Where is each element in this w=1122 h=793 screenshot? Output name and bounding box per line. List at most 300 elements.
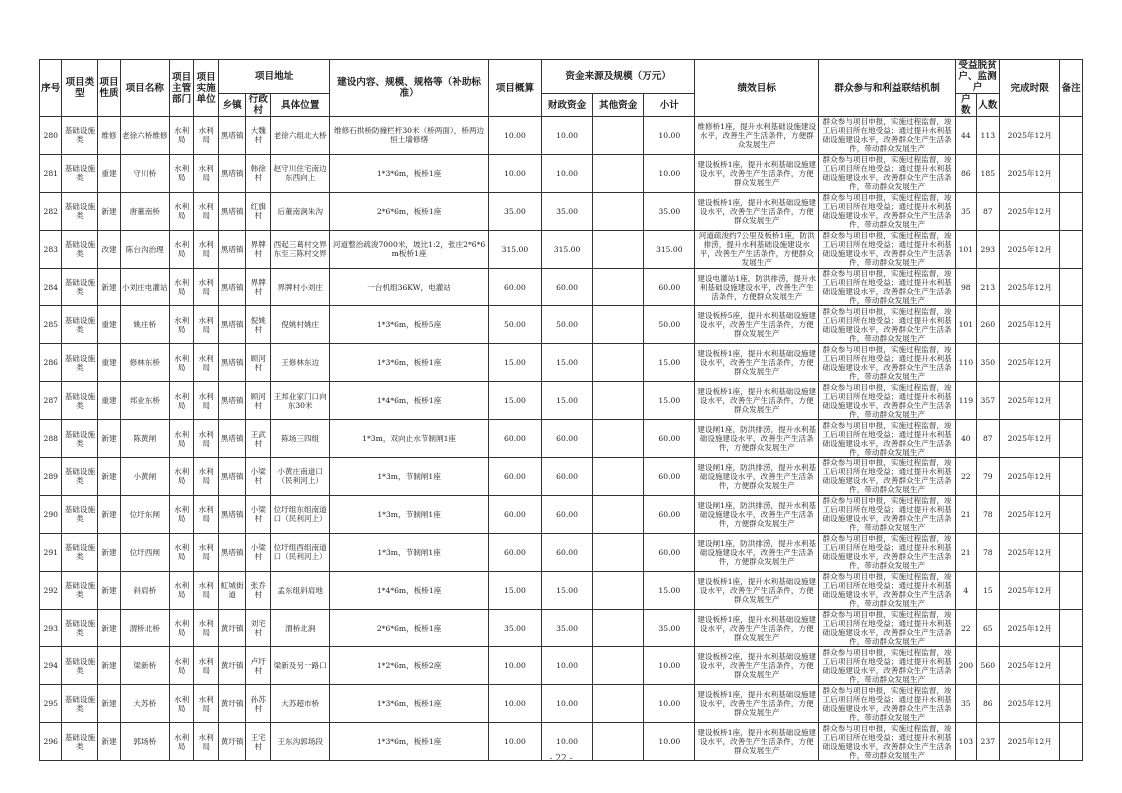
row-benefit: 建设闸1座，防洪排涝，提升水利基础设施建设水平，改善生产生活条件，方便群众发展生产 <box>695 495 819 533</box>
row-village: 倪姚村 <box>246 306 271 344</box>
row-village: 王武村 <box>246 420 271 458</box>
row-name: 唐董南桥 <box>120 192 169 230</box>
row-people: 560 <box>976 647 1000 685</box>
row-township: 黄圩镇 <box>218 723 246 761</box>
row-seq: 286 <box>40 344 62 382</box>
row-content: 1*3m，节制闸1座 <box>330 458 488 496</box>
row-unit: 水利局 <box>194 647 219 685</box>
row-remark <box>1060 306 1083 344</box>
row-content: 2*6*6m，板桥1座 <box>330 609 488 647</box>
row-subtotal: 10.00 <box>644 154 695 192</box>
row-people: 65 <box>976 609 1000 647</box>
row-nature: 重建 <box>98 344 120 382</box>
row-other <box>593 533 644 571</box>
row-fiscal: 10.00 <box>541 154 592 192</box>
row-people: 87 <box>976 420 1000 458</box>
row-mechanism: 群众参与项目申报，实施过程监督，竣工后项目所在地受益；通过提升水利基础设施建设水平，改善群众生产生活条件，带动群众发展生产 <box>819 117 956 155</box>
row-budget: 35.00 <box>488 192 541 230</box>
row-location: 赵守川住宅南边东西向上 <box>271 154 330 192</box>
row-unit: 水利局 <box>194 382 219 420</box>
row-other <box>593 306 644 344</box>
row-content: 2*6*6m，板桥1座 <box>330 192 488 230</box>
row-subtotal: 10.00 <box>644 117 695 155</box>
row-nature: 新建 <box>98 192 120 230</box>
row-other <box>593 117 644 155</box>
row-type: 基础设施类 <box>62 306 98 344</box>
row-completion: 2025年12月 <box>1000 609 1060 647</box>
row-dept: 水利局 <box>169 154 194 192</box>
row-content: 1*3m，节制闸1座 <box>330 495 488 533</box>
row-village: 顾河村 <box>246 382 271 420</box>
row-subtotal: 15.00 <box>644 382 695 420</box>
table-row <box>40 571 1083 609</box>
row-type: 基础设施类 <box>62 192 98 230</box>
table-row <box>40 192 1083 230</box>
row-seq: 289 <box>40 458 62 496</box>
row-budget: 60.00 <box>488 458 541 496</box>
row-other <box>593 609 644 647</box>
row-other <box>593 571 644 609</box>
row-people: 86 <box>976 685 1000 723</box>
row-fiscal: 15.00 <box>541 344 592 382</box>
row-mechanism: 群众参与项目申报，实施过程监督，竣工后项目所在地受益；通过提升水利基础设施建设水平，改善群众生产生活条件，带动群众发展生产 <box>819 344 956 382</box>
row-completion: 2025年12月 <box>1000 382 1060 420</box>
row-subtotal: 60.00 <box>644 495 695 533</box>
row-name: 小黄闸 <box>120 458 169 496</box>
row-fiscal: 15.00 <box>541 571 592 609</box>
row-content: 一台机组36KW，电灌站 <box>330 268 488 306</box>
row-content: 河道整治疏浚7000米，坡比1:2，张庄2*6*6m板桥1座 <box>330 230 488 268</box>
row-mechanism: 群众参与项目申报，实施过程监督，竣工后项目所在地受益；通过提升水利基础设施建设水平，改善群众生产生活条件，带动群众发展生产 <box>819 306 956 344</box>
row-benefit: 建设板桥1座，提升水利基础设施建设水平，改善生产生活条件，方便群众发展生产 <box>695 609 819 647</box>
header-location: 具体位置 <box>271 94 330 117</box>
row-budget: 10.00 <box>488 154 541 192</box>
row-people: 350 <box>976 344 1000 382</box>
row-budget: 315.00 <box>488 230 541 268</box>
row-mechanism: 群众参与项目申报，实施过程监督，竣工后项目所在地受益；通过提升水利基础设施建设水平，改善群众生产生活条件，带动群众发展生产 <box>819 192 956 230</box>
row-households: 35 <box>956 685 976 723</box>
row-dept: 水利局 <box>169 192 194 230</box>
row-seq: 294 <box>40 647 62 685</box>
row-type: 基础设施类 <box>62 571 98 609</box>
row-location: 位圩组东组南道口（民利河上） <box>271 495 330 533</box>
row-location: 界牌村小刘庄 <box>271 268 330 306</box>
header-unit: 项目实施单位 <box>194 60 219 117</box>
row-dept: 水利局 <box>169 117 194 155</box>
row-nature: 新建 <box>98 609 120 647</box>
row-completion: 2025年12月 <box>1000 723 1060 761</box>
row-people: 260 <box>976 306 1000 344</box>
header-other: 其他资金 <box>593 94 644 117</box>
row-budget: 60.00 <box>488 268 541 306</box>
row-subtotal: 60.00 <box>644 420 695 458</box>
row-content: 维修石拱桥防撞栏杆30米（桥两面），桥两边恒土墙修缮 <box>330 117 488 155</box>
row-type: 基础设施类 <box>62 117 98 155</box>
row-households: 103 <box>956 723 976 761</box>
row-budget: 10.00 <box>488 723 541 761</box>
table-row <box>40 420 1083 458</box>
header-households: 户数 <box>956 94 976 117</box>
row-subtotal: 15.00 <box>644 571 695 609</box>
row-seq: 292 <box>40 571 62 609</box>
row-completion: 2025年12月 <box>1000 268 1060 306</box>
row-location: 梁新及另一路口 <box>271 647 330 685</box>
header-village: 行政村 <box>246 94 271 117</box>
header-township: 乡镇 <box>218 94 246 117</box>
table-row <box>40 344 1083 382</box>
table-row <box>40 533 1083 571</box>
row-households: 110 <box>956 344 976 382</box>
row-township: 黑塔镇 <box>218 533 246 571</box>
row-name: 郭场桥 <box>120 723 169 761</box>
row-mechanism: 群众参与项目申报，实施过程监督，竣工后项目所在地受益；通过提升水利基础设施建设水平，改善群众生产生活条件，带动群众发展生产 <box>819 647 956 685</box>
row-fiscal: 315.00 <box>541 230 592 268</box>
row-mechanism: 群众参与项目申报，实施过程监督，竣工后项目所在地受益；通过提升水利基础设施建设水平，改善群众生产生活条件，带动群众发展生产 <box>819 268 956 306</box>
row-nature: 重建 <box>98 382 120 420</box>
row-content: 1*4*6m，板桥1座 <box>330 382 488 420</box>
row-fiscal: 10.00 <box>541 117 592 155</box>
row-township: 黑塔镇 <box>218 344 246 382</box>
row-name: 斜肩桥 <box>120 571 169 609</box>
row-township: 黑塔镇 <box>218 458 246 496</box>
row-remark <box>1060 495 1083 533</box>
row-nature: 新建 <box>98 723 120 761</box>
table-row <box>40 268 1083 306</box>
row-people: 87 <box>976 192 1000 230</box>
row-seq: 285 <box>40 306 62 344</box>
row-households: 119 <box>956 382 976 420</box>
row-name: 渭桥北桥 <box>120 609 169 647</box>
row-budget: 35.00 <box>488 609 541 647</box>
row-other <box>593 268 644 306</box>
row-township: 黑塔镇 <box>218 117 246 155</box>
row-nature: 新建 <box>98 268 120 306</box>
header-fiscal: 财政资金 <box>541 94 592 117</box>
row-village: 界牌村 <box>246 230 271 268</box>
row-other <box>593 647 644 685</box>
row-budget: 15.00 <box>488 382 541 420</box>
row-nature: 改建 <box>98 230 120 268</box>
row-nature: 新建 <box>98 647 120 685</box>
row-content: 1*3*6m，板桥5座 <box>330 306 488 344</box>
row-fiscal: 35.00 <box>541 609 592 647</box>
row-fiscal: 10.00 <box>541 647 592 685</box>
row-subtotal: 35.00 <box>644 609 695 647</box>
row-households: 101 <box>956 230 976 268</box>
row-remark <box>1060 609 1083 647</box>
row-type: 基础设施类 <box>62 685 98 723</box>
row-township: 黑塔镇 <box>218 382 246 420</box>
row-completion: 2025年12月 <box>1000 495 1060 533</box>
row-name: 位圩东闸 <box>120 495 169 533</box>
row-households: 200 <box>956 647 976 685</box>
row-location: 位圩组西组南道口（民利河上） <box>271 533 330 571</box>
row-fiscal: 60.00 <box>541 268 592 306</box>
row-remark <box>1060 344 1083 382</box>
row-township: 黄圩镇 <box>218 685 246 723</box>
row-seq: 288 <box>40 420 62 458</box>
row-township: 黑塔镇 <box>218 420 246 458</box>
row-completion: 2025年12月 <box>1000 533 1060 571</box>
row-village: 张乔村 <box>246 571 271 609</box>
row-unit: 水利局 <box>194 192 219 230</box>
row-name: 老徐六桥维修 <box>120 117 169 155</box>
row-dept: 水利局 <box>169 458 194 496</box>
row-township: 黑塔镇 <box>218 495 246 533</box>
row-seq: 284 <box>40 268 62 306</box>
row-mechanism: 群众参与项目申报，实施过程监督，竣工后项目所在地受益；通过提升水利基础设施建设水平，改善群众生产生活条件，带动群众发展生产 <box>819 382 956 420</box>
header-name: 项目名称 <box>120 60 169 117</box>
row-benefit: 建设板桥1座，提升水利基础设施建设水平，改善生产生活条件，方便群众发展生产 <box>695 685 819 723</box>
row-completion: 2025年12月 <box>1000 230 1060 268</box>
row-other <box>593 420 644 458</box>
table-row <box>40 230 1083 268</box>
row-subtotal: 60.00 <box>644 458 695 496</box>
row-households: 21 <box>956 533 976 571</box>
row-dept: 水利局 <box>169 268 194 306</box>
row-people: 79 <box>976 458 1000 496</box>
header-funds: 资金来源及规模（万元） <box>541 60 694 94</box>
row-subtotal: 60.00 <box>644 533 695 571</box>
row-budget: 15.00 <box>488 571 541 609</box>
row-other <box>593 344 644 382</box>
row-completion: 2025年12月 <box>1000 571 1060 609</box>
row-location: 倪姚村姚庄 <box>271 306 330 344</box>
row-type: 基础设施类 <box>62 458 98 496</box>
row-content: 1*3m，双向止水节制闸1座 <box>330 420 488 458</box>
row-type: 基础设施类 <box>62 382 98 420</box>
row-unit: 水利局 <box>194 344 219 382</box>
row-name: 姚庄桥 <box>120 306 169 344</box>
row-households: 40 <box>956 420 976 458</box>
row-mechanism: 群众参与项目申报，实施过程监督，竣工后项目所在地受益；通过提升水利基础设施建设水平，改善群众生产生活条件，带动群众发展生产 <box>819 723 956 761</box>
row-remark <box>1060 458 1083 496</box>
table-row <box>40 458 1083 496</box>
row-other <box>593 154 644 192</box>
row-remark <box>1060 382 1083 420</box>
row-seq: 296 <box>40 723 62 761</box>
row-households: 44 <box>956 117 976 155</box>
row-dept: 水利局 <box>169 609 194 647</box>
row-fiscal: 60.00 <box>541 533 592 571</box>
row-people: 15 <box>976 571 1000 609</box>
row-households: 86 <box>956 154 976 192</box>
row-remark <box>1060 230 1083 268</box>
row-mechanism: 群众参与项目申报，实施过程监督，竣工后项目所在地受益；通过提升水利基础设施建设水平，改善群众生产生活条件，带动群众发展生产 <box>819 230 956 268</box>
row-location: 王邦业家门口向东30米 <box>271 382 330 420</box>
row-nature: 新建 <box>98 685 120 723</box>
header-nature: 项目性质 <box>98 60 120 117</box>
row-completion: 2025年12月 <box>1000 647 1060 685</box>
row-benefit: 建设电灌站1座，防洪排涝，提升水利基础设施建设水平，改善生产生活条件，方便群众发展生产 <box>695 268 819 306</box>
row-completion: 2025年12月 <box>1000 344 1060 382</box>
header-address: 项目地址 <box>218 60 329 94</box>
page-number: - 22 - <box>549 754 573 764</box>
row-fiscal: 60.00 <box>541 458 592 496</box>
row-location: 王修林东边 <box>271 344 330 382</box>
row-fiscal: 15.00 <box>541 382 592 420</box>
row-remark <box>1060 117 1083 155</box>
row-township: 黑塔镇 <box>218 192 246 230</box>
row-township: 黑塔镇 <box>218 306 246 344</box>
row-unit: 水利局 <box>194 685 219 723</box>
row-fiscal: 60.00 <box>541 420 592 458</box>
row-dept: 水利局 <box>169 420 194 458</box>
row-content: 1*4*6m，板桥1座 <box>330 571 488 609</box>
row-completion: 2025年12月 <box>1000 306 1060 344</box>
row-benefit: 建设板桥1座，提升水利基础设施建设水平，改善生产生活条件，方便群众发展生产 <box>695 154 819 192</box>
header-type: 项目类型 <box>62 60 98 117</box>
row-dept: 水利局 <box>169 230 194 268</box>
row-mechanism: 群众参与项目申报，实施过程监督，竣工后项目所在地受益；通过提升水利基础设施建设水平，改善群众生产生活条件，带动群众发展生产 <box>819 495 956 533</box>
row-location: 孟东组斜肩地 <box>271 571 330 609</box>
row-village: 界牌村 <box>246 268 271 306</box>
row-type: 基础设施类 <box>62 154 98 192</box>
row-type: 基础设施类 <box>62 647 98 685</box>
row-name: 梁新桥 <box>120 647 169 685</box>
row-location: 西起三葛村交界东至三陈村交界 <box>271 230 330 268</box>
row-unit: 水利局 <box>194 609 219 647</box>
row-content: 1*3m，节制闸1座 <box>330 533 488 571</box>
row-benefit: 建设闸1座，防洪排涝，提升水利基础设施建设水平，改善生产生活条件，方便群众发展生产 <box>695 533 819 571</box>
row-remark <box>1060 420 1083 458</box>
row-mechanism: 群众参与项目申报，实施过程监督，竣工后项目所在地受益；通过提升水利基础设施建设水平，改善群众生产生活条件，带动群众发展生产 <box>819 609 956 647</box>
row-nature: 新建 <box>98 495 120 533</box>
row-unit: 水利局 <box>194 571 219 609</box>
row-unit: 水利局 <box>194 420 219 458</box>
row-dept: 水利局 <box>169 685 194 723</box>
row-fiscal: 35.00 <box>541 192 592 230</box>
row-village: 小梁村 <box>246 458 271 496</box>
row-location: 王东沟郭场段 <box>271 723 330 761</box>
row-location: 大苏超市桥 <box>271 685 330 723</box>
row-location: 后董南涧朱沟 <box>271 192 330 230</box>
row-benefit: 建设板桥1座，提升水利基础设施建设水平，改善生产生活条件，方便群众发展生产 <box>695 192 819 230</box>
row-mechanism: 群众参与项目申报，实施过程监督，竣工后项目所在地受益；通过提升水利基础设施建设水平，改善群众生产生活条件，带动群众发展生产 <box>819 685 956 723</box>
header-dept: 项目主管部门 <box>169 60 194 117</box>
row-completion: 2025年12月 <box>1000 192 1060 230</box>
row-people: 357 <box>976 382 1000 420</box>
row-content: 1*3*6m，板桥1座 <box>330 723 488 761</box>
header-subtotal: 小计 <box>644 94 695 117</box>
row-unit: 水利局 <box>194 154 219 192</box>
row-location: 陈场三四组 <box>271 420 330 458</box>
row-seq: 295 <box>40 685 62 723</box>
row-other <box>593 458 644 496</box>
row-seq: 281 <box>40 154 62 192</box>
row-budget: 10.00 <box>488 647 541 685</box>
row-village: 大魏村 <box>246 117 271 155</box>
row-type: 基础设施类 <box>62 533 98 571</box>
row-benefit: 建设闸1座，防洪排涝，提升水利基础设施建设水平，改善生产生活条件，方便群众发展生产 <box>695 420 819 458</box>
row-name: 修林东桥 <box>120 344 169 382</box>
row-budget: 60.00 <box>488 420 541 458</box>
row-name: 大苏桥 <box>120 685 169 723</box>
row-village: 王宅村 <box>246 723 271 761</box>
row-unit: 水利局 <box>194 495 219 533</box>
row-nature: 重建 <box>98 306 120 344</box>
row-type: 基础设施类 <box>62 268 98 306</box>
row-households: 101 <box>956 306 976 344</box>
row-remark <box>1060 533 1083 571</box>
row-fiscal: 60.00 <box>541 495 592 533</box>
row-benefit: 建设板桥1座，提升水利基础设施建设水平，改善生产生活条件，方便群众发展生产 <box>695 344 819 382</box>
row-mechanism: 群众参与项目申报，实施过程监督，竣工后项目所在地受益；通过提升水利基础设施建设水平，改善群众生产生活条件，带动群众发展生产 <box>819 571 956 609</box>
row-village: 红旗村 <box>246 192 271 230</box>
project-table <box>39 59 1083 761</box>
header-benefit: 绩效目标 <box>695 60 819 117</box>
row-subtotal: 10.00 <box>644 723 695 761</box>
row-benefit: 建设板桥1座，提升水利基础设施建设水平，改善生产生活条件，方便群众发展生产 <box>695 723 819 761</box>
row-dept: 水利局 <box>169 533 194 571</box>
row-people: 113 <box>976 117 1000 155</box>
row-seq: 290 <box>40 495 62 533</box>
table-row <box>40 495 1083 533</box>
row-name: 邦业东桥 <box>120 382 169 420</box>
row-people: 213 <box>976 268 1000 306</box>
row-benefit: 建设板桥2座，提升水利基础设施建设水平，改善生产生活条件，方便群众发展生产 <box>695 647 819 685</box>
row-township: 虹城街道 <box>218 571 246 609</box>
table-row <box>40 647 1083 685</box>
row-township: 黑塔镇 <box>218 154 246 192</box>
row-benefit: 建设板桥5座，提升水利基础设施建设水平，改善生产生活条件，方便群众发展生产 <box>695 306 819 344</box>
row-seq: 280 <box>40 117 62 155</box>
row-seq: 287 <box>40 382 62 420</box>
row-unit: 水利局 <box>194 306 219 344</box>
row-type: 基础设施类 <box>62 495 98 533</box>
row-nature: 重建 <box>98 154 120 192</box>
row-people: 293 <box>976 230 1000 268</box>
row-township: 黑塔镇 <box>218 230 246 268</box>
row-completion: 2025年12月 <box>1000 154 1060 192</box>
header-content: 建设内容、规模、规格等（补助标准） <box>330 60 488 117</box>
row-township: 黄圩镇 <box>218 609 246 647</box>
header-mechanism: 群众参与和利益联结机制 <box>819 60 956 117</box>
row-location: 渭桥北涧 <box>271 609 330 647</box>
row-seq: 282 <box>40 192 62 230</box>
row-type: 基础设施类 <box>62 420 98 458</box>
row-village: 刘宅村 <box>246 609 271 647</box>
row-nature: 新建 <box>98 571 120 609</box>
table-row <box>40 154 1083 192</box>
row-remark <box>1060 571 1083 609</box>
row-remark <box>1060 268 1083 306</box>
row-mechanism: 群众参与项目申报，实施过程监督，竣工后项目所在地受益；通过提升水利基础设施建设水平，改善群众生产生活条件，带动群众发展生产 <box>819 533 956 571</box>
row-budget: 10.00 <box>488 685 541 723</box>
row-unit: 水利局 <box>194 533 219 571</box>
row-budget: 10.00 <box>488 117 541 155</box>
row-budget: 60.00 <box>488 533 541 571</box>
row-benefit: 建设板桥1座，提升水利基础设施建设水平，改善生产生活条件，方便群众发展生产 <box>695 382 819 420</box>
row-nature: 维修 <box>98 117 120 155</box>
row-households: 98 <box>956 268 976 306</box>
row-content: 1*3*6m，板桥1座 <box>330 154 488 192</box>
row-other <box>593 685 644 723</box>
row-content: 1*3*6m，板桥1座 <box>330 344 488 382</box>
row-seq: 291 <box>40 533 62 571</box>
row-remark <box>1060 154 1083 192</box>
row-dept: 水利局 <box>169 382 194 420</box>
row-remark <box>1060 192 1083 230</box>
row-subtotal: 15.00 <box>644 344 695 382</box>
row-budget: 60.00 <box>488 495 541 533</box>
row-name: 位圩西闸 <box>120 533 169 571</box>
header-people: 人数 <box>976 94 1000 117</box>
row-seq: 293 <box>40 609 62 647</box>
row-unit: 水利局 <box>194 458 219 496</box>
row-benefit: 建设闸1座，防洪排涝，提升水利基础设施建设水平，改善生产生活条件，方便群众发展生产 <box>695 458 819 496</box>
table-row <box>40 609 1083 647</box>
